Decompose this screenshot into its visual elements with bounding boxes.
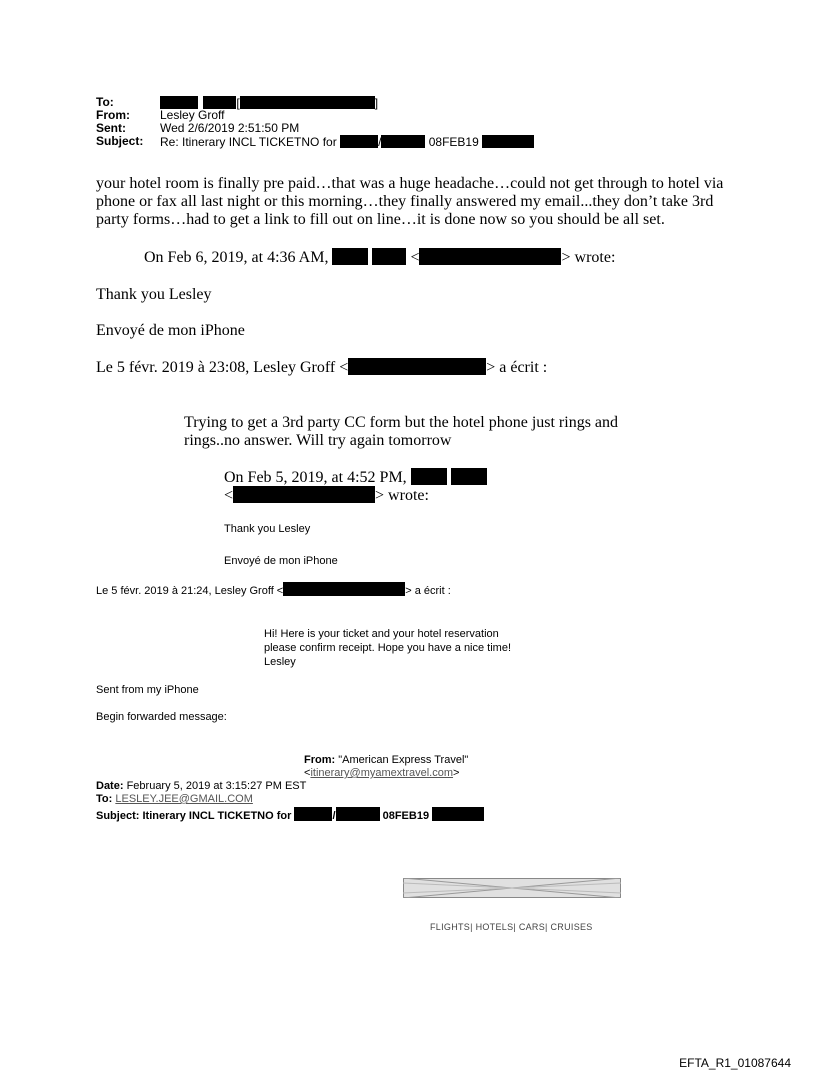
hi-line-3: Lesley: [264, 656, 296, 668]
subject-text: Re: Itinerary INCL TICKETNO for: [160, 135, 337, 149]
hi-line-2: please confirm receipt. Hope you have a nice time!: [264, 642, 512, 654]
redaction: [332, 248, 368, 265]
fwd-date: Date: February 5, 2019 at 3:15:27 PM EST: [96, 780, 307, 792]
redaction: [240, 96, 375, 109]
banner-nav: FLIGHTS| HOTELS| CARS| CRUISES: [430, 922, 593, 932]
fwd-from: From: "American Express Travel": [304, 754, 469, 766]
sent-from-2: Envoyé de mon iPhone: [224, 555, 338, 567]
redaction: [451, 468, 487, 485]
redaction: [482, 135, 534, 148]
nav-cars[interactable]: CARS: [518, 922, 546, 932]
quote-header-3-email: < > wrote:: [224, 487, 429, 504]
quote-header-1: On Feb 6, 2019, at 4:36 AM, < > wrote:: [144, 249, 616, 266]
trying-line-2: rings..no answer. Will try again tomorrow: [184, 432, 452, 449]
begin-forwarded: Begin forwarded message:: [96, 711, 227, 723]
sent-label: Sent:: [96, 121, 126, 135]
fwd-to: To: LESLEY.JEE@GMAIL.COM: [96, 793, 253, 805]
redaction: [372, 248, 406, 265]
fwd-from-email: <itinerary@myamextravel.com>: [304, 767, 460, 779]
thanks-2: Thank you Lesley: [224, 523, 311, 535]
quote-header-2: Le 5 févr. 2019 à 23:08, Lesley Groff < > a écrit :: [96, 359, 548, 376]
quote-header-3: On Feb 5, 2019, at 4:52 PM,: [224, 468, 487, 487]
subject-label: Subject:: [96, 134, 144, 148]
trying-line-1: Trying to get a 3rd party CC form but the hotel phone just rings and: [184, 414, 619, 431]
quote-header-4: Le 5 févr. 2019 à 21:24, Lesley Groff < > a écrit :: [96, 582, 451, 597]
from-value: Lesley Groff: [160, 108, 225, 122]
redaction: [233, 486, 375, 503]
reply-line-1: your hotel room is finally pre paid…that was a huge headache…could not get through to hotel via: [96, 175, 724, 192]
nav-hotels[interactable]: HOTELS: [475, 922, 514, 932]
to-value: [ ]: [160, 96, 378, 110]
hi-line-1: Hi! Here is your ticket and your hotel reservation: [264, 628, 499, 640]
redaction: [336, 807, 380, 821]
reply-line-2: phone or fax all last night or this morning…they finally answered my email...they don’t take 3rd: [96, 193, 714, 210]
redaction: [419, 248, 561, 265]
sent-from-1: Envoyé de mon iPhone: [96, 322, 245, 339]
redaction: [348, 358, 486, 375]
subject-date: 08FEB19: [428, 135, 479, 149]
redaction: [432, 807, 484, 821]
sent-value: Wed 2/6/2019 2:51:50 PM: [160, 121, 300, 135]
redaction: [294, 807, 332, 821]
redaction: [340, 135, 378, 148]
fwd-subject: Subject: Itinerary INCL TICKETNO for / 08FEB19: [96, 807, 484, 822]
redaction: [411, 468, 447, 485]
nav-cruises[interactable]: CRUISES: [550, 922, 593, 932]
subject-value: Re: Itinerary INCL TICKETNO for / 08FEB19: [160, 135, 534, 149]
from-label: From:: [96, 108, 130, 122]
email-header: [96, 96, 696, 158]
document-id: EFTA_R1_01087644: [679, 1056, 791, 1070]
fwd-from-email-link[interactable]: itinerary@myamextravel.com: [310, 767, 454, 779]
nav-flights[interactable]: FLIGHTS: [430, 922, 471, 932]
redaction: [381, 135, 425, 148]
thanks-1: Thank you Lesley: [96, 286, 212, 303]
to-label: To:: [96, 95, 114, 109]
sent-from-iphone: Sent from my iPhone: [96, 684, 199, 696]
broken-image-icon: [403, 878, 621, 898]
reply-line-3: party forms…had to get a link to fill out on line…it is done now so you should be all set.: [96, 211, 665, 228]
redaction: [283, 582, 405, 596]
fwd-to-link[interactable]: LESLEY.JEE@GMAIL.COM: [115, 793, 253, 805]
banner-image-placeholder: [403, 878, 621, 898]
